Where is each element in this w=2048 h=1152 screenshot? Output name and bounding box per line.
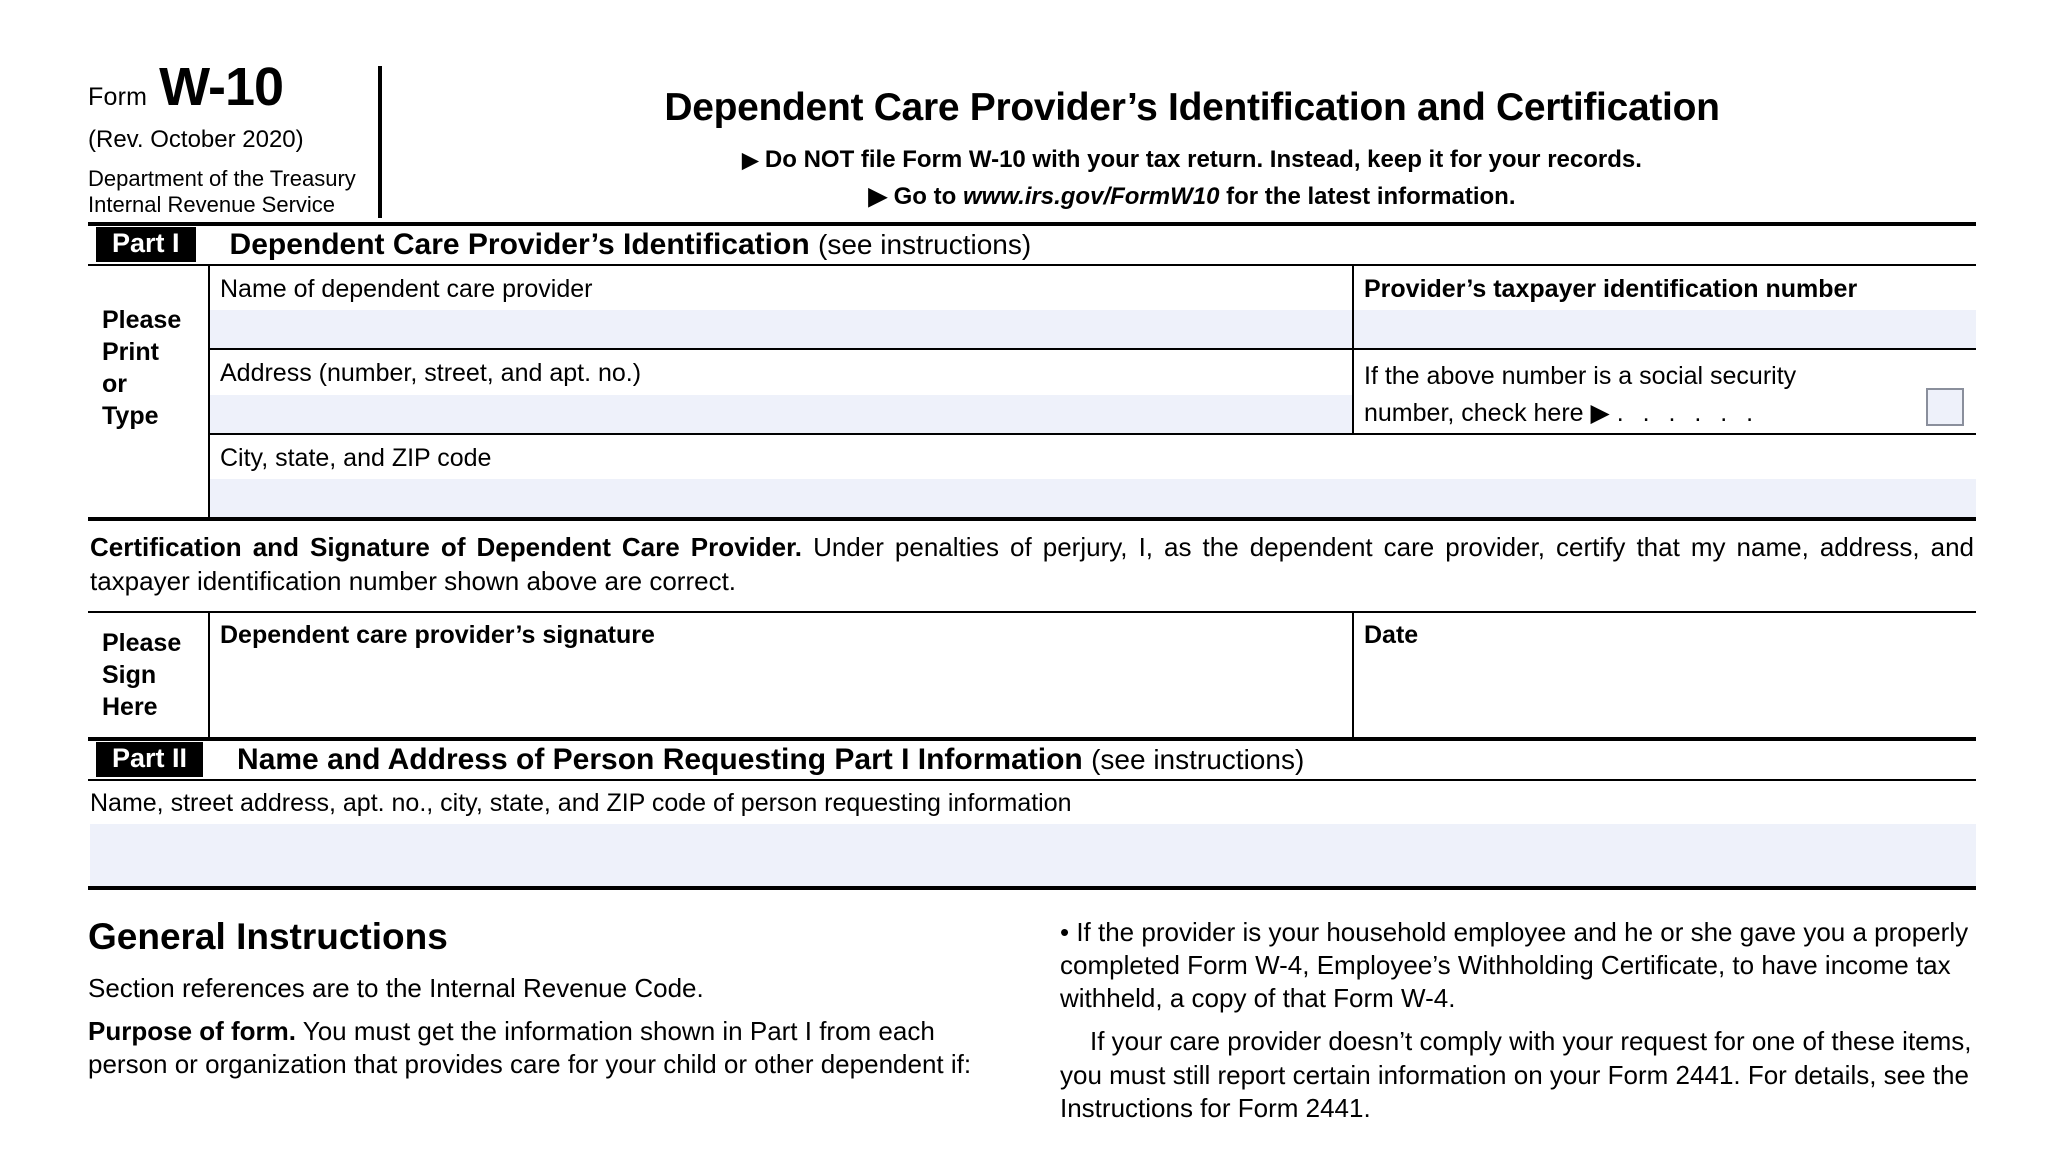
notice-line-2 bbox=[408, 182, 1976, 211]
part-1-bar bbox=[88, 222, 1976, 264]
please-print-line-1: Print bbox=[102, 337, 159, 366]
signature-fields bbox=[210, 613, 1976, 737]
section-divider bbox=[88, 886, 1976, 890]
leader-dots: . . . . . . bbox=[1616, 399, 1760, 428]
part-2-title-text: Name and Address of Person Requesting Part I Information bbox=[237, 742, 1083, 776]
instructions-paragraph bbox=[88, 1015, 1004, 1082]
form-identifier bbox=[88, 57, 364, 117]
date-cell[interactable] bbox=[1354, 613, 1976, 737]
form-number-label: W-10 bbox=[159, 57, 284, 117]
provider-city-cell[interactable] bbox=[210, 435, 1976, 517]
provider-address-cell[interactable] bbox=[210, 350, 1354, 433]
part-2-title bbox=[237, 743, 1304, 777]
header-left-block bbox=[88, 57, 378, 218]
please-print-line-2: or bbox=[102, 369, 127, 398]
signature-label: Dependent care provider’s signature bbox=[220, 620, 655, 649]
please-sign-line-2: Here bbox=[102, 692, 158, 721]
part-2-caption: Name, street address, apt. no., city, state, and ZIP code of person requesting information bbox=[90, 788, 1072, 817]
ssn-checkbox[interactable] bbox=[1926, 388, 1964, 426]
please-sign-line-0: Please bbox=[102, 628, 182, 657]
part-2-tag: Part II bbox=[96, 742, 203, 777]
arrow-icon-3: ▶ bbox=[1590, 399, 1610, 428]
provider-name-label: Name of dependent care provider bbox=[220, 274, 593, 303]
signature-block bbox=[88, 611, 1976, 737]
notice-2-suffix: for the latest information. bbox=[1219, 183, 1516, 210]
provider-name-row bbox=[210, 266, 1976, 350]
instructions-right-column bbox=[1060, 916, 1976, 1136]
provider-address-input[interactable] bbox=[210, 395, 1352, 433]
provider-name-cell[interactable] bbox=[210, 266, 1354, 348]
part-1-title-note: (see instructions) bbox=[818, 228, 1032, 260]
general-instructions-heading: General Instructions bbox=[88, 915, 448, 957]
arrow-icon: ▶ bbox=[742, 149, 759, 172]
please-print-label bbox=[88, 266, 210, 517]
ssn-check-prefix: number, check here bbox=[1364, 399, 1591, 428]
please-sign-line-1: Sign bbox=[102, 660, 157, 689]
provider-name-input[interactable] bbox=[210, 310, 1352, 348]
provider-tin-label: Provider’s taxpayer identification number bbox=[1364, 274, 1858, 303]
date-label: Date bbox=[1364, 620, 1419, 649]
irs-url-link[interactable]: www.irs.gov/FormW10 bbox=[962, 183, 1220, 210]
part-1-tag: Part I bbox=[96, 227, 196, 262]
notice-1-text: Do NOT file Form W-10 with your tax return. Instead, keep it for your records. bbox=[764, 146, 1642, 173]
part-1-title bbox=[230, 228, 1032, 262]
purpose-of-form-lead: Purpose of form. bbox=[88, 1015, 297, 1046]
provider-tin-cell[interactable] bbox=[1354, 266, 1976, 348]
noncompliance-text: If your care provider doesn’t comply with your request for one of these items, you must still report certain information on your Form 2441. For details, see the Instructions for Form 2441. bbox=[1060, 1026, 1972, 1123]
provider-tin-input[interactable] bbox=[1354, 310, 1976, 348]
instructions-columns bbox=[88, 916, 1976, 1136]
provider-city-label: City, state, and ZIP code bbox=[220, 443, 492, 472]
ssn-check-text bbox=[1364, 358, 1976, 433]
please-print-line-0: Please bbox=[102, 305, 182, 334]
part-1-fields bbox=[88, 264, 1976, 517]
instructions-paragraph bbox=[88, 972, 1004, 1005]
revision-date: (Rev. October 2020) bbox=[88, 126, 304, 153]
provider-address-row bbox=[210, 350, 1976, 435]
signature-cell[interactable] bbox=[210, 613, 1354, 737]
ssn-check-cell bbox=[1354, 350, 1976, 433]
part-2-input[interactable] bbox=[90, 824, 1976, 886]
department-line-1: Department of the Treasury bbox=[88, 166, 356, 191]
part-2-bar bbox=[88, 737, 1976, 779]
ssn-check-line-2 bbox=[1364, 395, 1898, 433]
notice-line-1 bbox=[408, 146, 1976, 174]
please-print-line-3: Type bbox=[102, 401, 159, 430]
form-word-label: Form bbox=[88, 83, 148, 111]
purpose-of-form-text: You must get the information shown in Part I from each person or organization that provides care for your child or other dependent if: bbox=[88, 1015, 972, 1080]
provider-city-input[interactable] bbox=[210, 479, 1976, 517]
department-block bbox=[88, 166, 364, 218]
part-2-caption-row bbox=[88, 779, 1976, 886]
instructions-paragraph bbox=[1060, 916, 1976, 1016]
header-right-block bbox=[382, 60, 1976, 218]
part-1-title-text: Dependent Care Provider’s Identification bbox=[229, 227, 810, 261]
department-line-2: Internal Revenue Service bbox=[88, 191, 336, 217]
household-employee-text: • If the provider is your household employee and he or she gave you a properly completed Form W-4, Employee’s Withholding Certificate, to have income tax withheld, a copy of that Form W-4. bbox=[1060, 916, 1969, 1014]
ssn-check-line-1: If the above number is a social security bbox=[1364, 361, 1797, 390]
instructions-paragraph bbox=[1060, 1025, 1976, 1125]
section-reference-text: Section references are to the Internal Revenue Code. bbox=[88, 972, 704, 1003]
provider-city-row bbox=[210, 435, 1976, 517]
instructions-left-column bbox=[88, 916, 1004, 1136]
provider-address-label: Address (number, street, and apt. no.) bbox=[220, 358, 642, 387]
part-2-title-note: (see instructions) bbox=[1091, 743, 1305, 775]
certification-paragraph bbox=[88, 517, 1976, 611]
please-sign-here-label bbox=[88, 613, 210, 737]
notice-2-prefix: Go to bbox=[893, 183, 963, 210]
certification-bold-lead: Certification and Signature of Dependent Care Provider. bbox=[90, 531, 803, 562]
form-header bbox=[88, 57, 1976, 218]
part-1-field-rows bbox=[210, 266, 1976, 517]
arrow-icon-2: ▶ bbox=[868, 183, 887, 210]
page-title: Dependent Care Provider’s Identification and Certification bbox=[664, 86, 1720, 129]
certification-text: Under penalties of perjury, I, as the dependent care provider, certify that my name, address, and taxpayer identification number shown above are correct. bbox=[90, 531, 1974, 596]
